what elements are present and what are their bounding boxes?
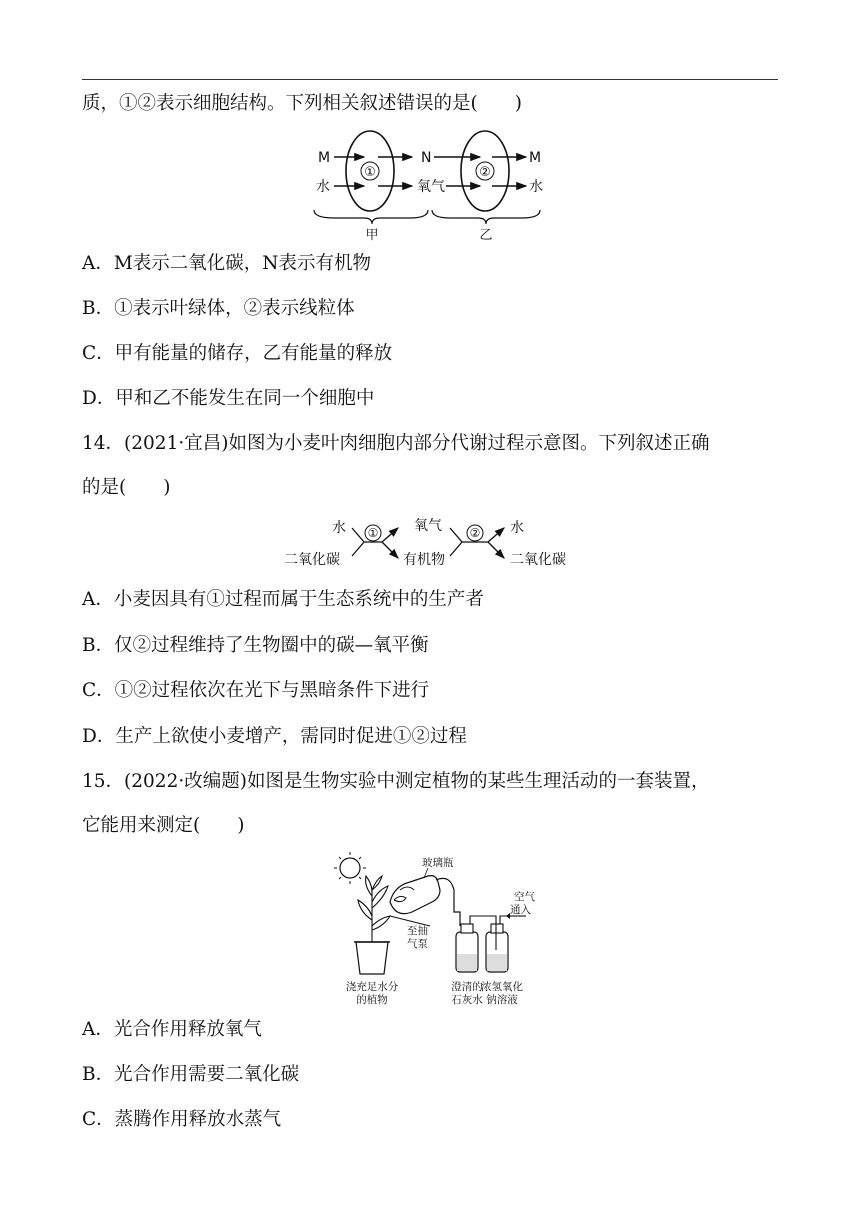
q14-option-d: D．生产上欲使小麦增产，需同时促进①②过程 xyxy=(82,726,467,747)
co2-out-label: 二氧化碳 xyxy=(510,552,566,568)
co2-in-label: 二氧化碳 xyxy=(284,552,340,568)
left-in-top: M xyxy=(318,150,331,166)
q14-stem-line2: 的是( ) xyxy=(82,477,171,498)
naoh-liquid xyxy=(487,954,507,971)
right-out-top: M xyxy=(529,150,542,166)
step1-label: ① xyxy=(367,526,379,540)
arrow-to-co2 xyxy=(488,542,504,558)
q14-option-a: A．小麦因具有①过程而属于生态系统中的生产者 xyxy=(82,589,484,610)
plant-label-line2: 的植物 xyxy=(356,994,388,1005)
q13-option-c: C．甲有能量的储存，乙有能量的释放 xyxy=(82,343,393,364)
lime-label-line2: 石灰水 xyxy=(451,994,483,1005)
plant-label-line1: 浇充足水分 xyxy=(345,981,399,993)
q15-option-b: B．光合作用需要二氧化碳 xyxy=(82,1064,300,1085)
q13-option-d: D．甲和乙不能发生在同一个细胞中 xyxy=(82,388,375,409)
naoh-label-line1: 浓氢氧化 xyxy=(481,981,523,993)
q13-option-b: B．①表示叶绿体，②表示线粒体 xyxy=(82,298,355,319)
circle-1-label: ① xyxy=(364,165,376,180)
q15-stem-line1: 15．(2022·改编题)如图是生物实验中测定植物的某些生理活动的一套装置， xyxy=(82,771,710,792)
naoh-label-line2: 钠溶液 xyxy=(486,994,518,1005)
arrow-to-water xyxy=(488,528,504,542)
brace-yi xyxy=(432,210,540,224)
water-out-label: 水 xyxy=(510,520,524,536)
naoh-neck xyxy=(491,924,503,933)
lime-water-liquid xyxy=(457,954,477,971)
step1-merge-lines xyxy=(352,528,364,556)
sun-icon xyxy=(334,852,366,884)
plant-icon xyxy=(358,876,390,942)
oxygen-label: 氧气 xyxy=(414,518,442,534)
q13-option-a: A．M表示二氧化碳，N表示有机物 xyxy=(82,253,371,274)
arrow-to-organic xyxy=(382,542,398,558)
lime-water-neck xyxy=(461,924,473,933)
q14-stem-line1: 14．(2021·宜昌)如图为小麦叶肉细胞内部分代谢过程示意图。下列叙述正确 xyxy=(82,433,710,454)
left-in-bottom: 水 xyxy=(316,179,330,195)
tube-bottle-to-flask xyxy=(436,878,460,926)
q15-option-c: C．蒸腾作用释放水蒸气 xyxy=(82,1109,282,1130)
circle-2-label: ② xyxy=(479,165,491,180)
arrow-to-oxygen xyxy=(382,528,398,542)
lime-label-line1: 澄清的 xyxy=(451,981,483,993)
q15-apparatus-diagram xyxy=(330,850,540,1005)
tube-air-inlet xyxy=(500,916,508,924)
q15-option-a: A．光合作用释放氧气 xyxy=(82,1019,262,1040)
label-yi: 乙 xyxy=(479,228,493,242)
glass-bottle-icon xyxy=(390,876,440,914)
pump-label-line1: 至抽 xyxy=(407,925,428,937)
pump-label-line2: 气泵 xyxy=(407,938,428,950)
step2-label: ② xyxy=(469,526,481,540)
q14-diagram xyxy=(282,514,582,574)
air-label-line1: 空气 xyxy=(514,891,535,903)
q14-option-c: C．①②过程依次在光下与黑暗条件下进行 xyxy=(82,680,430,701)
bottle-label: 玻璃瓶 xyxy=(422,857,454,869)
step2-merge-lines xyxy=(450,528,462,556)
middle-bottom: 氧气 xyxy=(417,179,445,195)
q15-stem-line2: 它能用来测定( ) xyxy=(82,815,245,836)
organic-label: 有机物 xyxy=(403,552,445,568)
water-in-label: 水 xyxy=(332,520,346,536)
q14-option-b: B．仅②过程维持了生物圈中的碳—氧平衡 xyxy=(82,635,429,656)
right-out-bottom: 水 xyxy=(529,179,543,195)
label-jia: 甲 xyxy=(365,228,379,242)
middle-top: N xyxy=(421,150,432,166)
flower-pot xyxy=(356,942,388,974)
air-label-line2: 通入 xyxy=(510,904,531,916)
brace-jia xyxy=(314,210,428,224)
q13-diagram xyxy=(300,126,562,242)
q13-stem: 质，①②表示细胞结构。下列相关叙述错误的是( ) xyxy=(82,93,522,114)
top-rule xyxy=(82,79,778,80)
